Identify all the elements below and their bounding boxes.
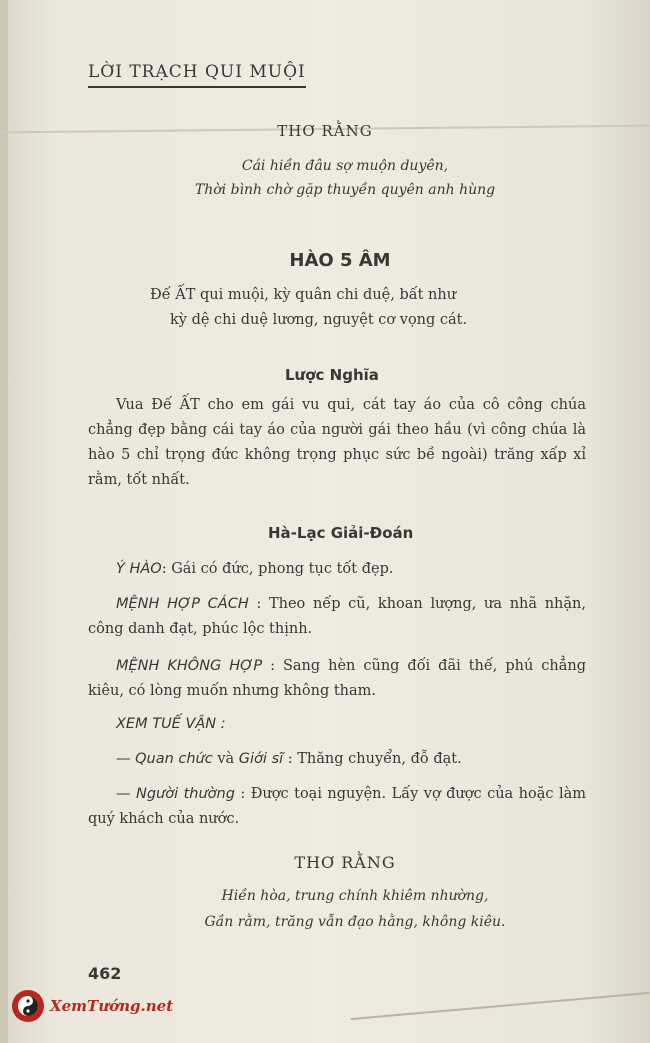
entry-y-hao [88,557,586,582]
dash: — [116,751,136,767]
entry-item [88,747,586,772]
entry-label: MỆNH KHÔNG HỢP [116,658,263,674]
paragraph [88,393,586,493]
classical-line: kỳ dệ chi duệ lương, nguyệt cơ vọng cát. [170,312,468,328]
poem-line: Gần rằm, trăng vẫn đạo hằng, không kiêu. [204,914,506,930]
entry-label: Ý HÀO [116,561,162,577]
poem-line: Cái hiền đâu sợ muộn duyên, [241,158,449,174]
interpretation-block [88,557,586,832]
entry-label: Giới sĩ [238,751,284,767]
entry-item [88,782,586,832]
logo-text: XemTướng.net [50,997,174,1015]
entry-label: XEM TUẾ VẬN : [116,716,226,732]
entry-text: : Thăng chuyển, đỗ đạt. [283,751,462,767]
entry-menh-khong [88,654,586,704]
entry-text: : Theo nếp cũ, khoan lượng, ưa nhã nhặn, công danh đạt, phúc lộc thịnh. [88,596,586,637]
entry-xem [88,712,586,737]
subsection-title: Lược Nghĩa [285,366,379,384]
entry-text: và [212,751,239,767]
poem-heading: THƠ RẰNG [277,122,373,140]
running-header: LỜI TRẠCH QUI MUỘI [88,62,306,88]
site-logo[interactable] [12,990,173,1022]
paragraph-text: Vua Đế ẤT cho em gái vu qui, cát tay áo của cô công chúa chẳng đẹp bằng cái tay áo của người gái theo hầu (vì công chúa là hào 5 chỉ trọng đức không trọng phục sức bề ngoài) trăng xấp xỉ rằm, tốt nhất. [88,397,586,488]
entry-text: : Được toại nguyện. Lấy vợ được của hoặc làm quý khách của nước. [88,786,587,827]
dash: — [116,786,136,802]
page-number: 462 [88,964,122,983]
entry-label: Quan chức [135,751,213,767]
poem-heading: THƠ RẰNG [294,853,396,872]
poem-line: Thời bình chờ gặp thuyền quyên anh hùng [194,182,496,198]
entry-text: : Gái có đức, phong tục tốt đẹp. [161,561,394,577]
poem-line: Hiền hòa, trung chính khiêm nhường, [221,888,489,904]
entry-label: Người thường [135,786,235,802]
classical-line: Đế ẤT qui muội, kỳ quân chi duệ, bất như [150,287,457,303]
page-scribble [350,992,649,1020]
entry-text: : Sang hèn cũng đối đãi thế, phú chẳng kiêu, có lòng muốn nhưng không tham. [88,658,587,699]
section-title: HÀO 5 ÂM [289,250,391,271]
subsection-title: Hà-Lạc Giải-Đoán [268,524,414,542]
page-edge [0,0,8,1043]
yin-yang-glyph [17,995,39,1017]
entry-label: MỆNH HỢP CÁCH [116,596,249,612]
yin-yang-icon [12,990,44,1022]
entry-menh-hop [88,592,586,642]
